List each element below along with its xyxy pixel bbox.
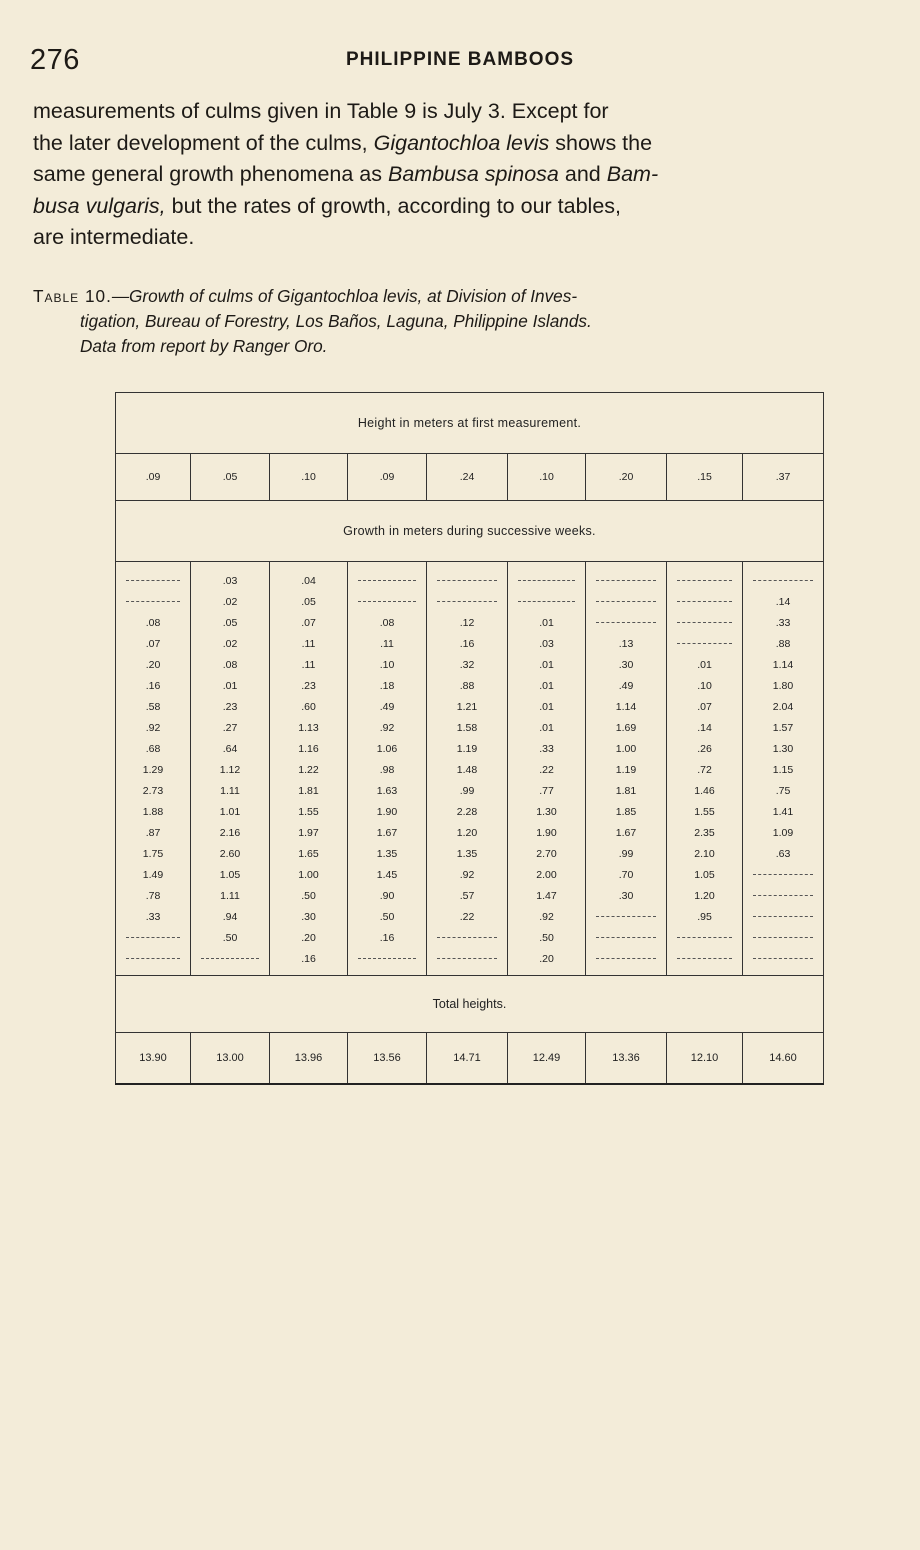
table-cell: .12: [427, 612, 508, 633]
growth-row: [116, 864, 824, 885]
table-cell: 1.48: [427, 759, 508, 780]
empty-cell: [348, 562, 427, 592]
table-cell: 2.70: [508, 843, 586, 864]
table-cell: .15: [667, 454, 743, 501]
book-title: PHILIPPINE BAMBOOS: [345, 49, 575, 70]
table-cell: .75: [743, 780, 824, 801]
table-cell: .08: [191, 654, 270, 675]
table-cell: .57: [427, 885, 508, 906]
table-cell: 2.28: [427, 801, 508, 822]
empty-cell: [348, 591, 427, 612]
empty-cell: [667, 562, 743, 592]
table-cell: 1.11: [191, 885, 270, 906]
table-cell: 1.90: [348, 801, 427, 822]
table-cell: .20: [116, 654, 191, 675]
table-cell: .05: [191, 454, 270, 501]
table-cell: .33: [508, 738, 586, 759]
table-cell: .03: [508, 633, 586, 654]
page-number: 276: [30, 44, 80, 76]
table-cell: 1.67: [586, 822, 667, 843]
table-cell: .30: [270, 906, 348, 927]
table-cell: .10: [508, 454, 586, 501]
table-cell: 1.81: [270, 780, 348, 801]
body-line: [33, 191, 893, 223]
table-cell: .16: [348, 927, 427, 948]
total-heights-header-label: Total heights.: [116, 976, 824, 1033]
initial-height-header-label: Height in meters at first measurement.: [116, 393, 824, 454]
table-cell: 1.47: [508, 885, 586, 906]
table-cell: 2.04: [743, 696, 824, 717]
table-cell: 13.00: [191, 1033, 270, 1085]
body-line: [33, 159, 893, 191]
table-cell: .33: [116, 906, 191, 927]
table-cell: .14: [743, 591, 824, 612]
growth-row: [116, 562, 824, 592]
table-cell: .94: [191, 906, 270, 927]
table-cell: .64: [191, 738, 270, 759]
table-cell: 1.30: [508, 801, 586, 822]
table-cell: 1.75: [116, 843, 191, 864]
initial-height-header: [116, 393, 824, 454]
empty-cell: [508, 562, 586, 592]
growth-row: [116, 780, 824, 801]
empty-cell: [586, 612, 667, 633]
table-cell: .10: [348, 654, 427, 675]
empty-cell: [586, 927, 667, 948]
table-cell: 1.55: [270, 801, 348, 822]
table-cell: .77: [508, 780, 586, 801]
empty-cell: [667, 591, 743, 612]
table-cell: .92: [427, 864, 508, 885]
table-cell: .07: [270, 612, 348, 633]
table-cell: 1.05: [667, 864, 743, 885]
table-cell: 1.29: [116, 759, 191, 780]
table-cell: .78: [116, 885, 191, 906]
table-cell: .16: [116, 675, 191, 696]
table-cell: 1.14: [586, 696, 667, 717]
table-cell: 1.30: [743, 738, 824, 759]
table-cell: 1.97: [270, 822, 348, 843]
table-cell: .18: [348, 675, 427, 696]
table-cell: .07: [667, 696, 743, 717]
empty-cell: [743, 927, 824, 948]
table-cell: 1.06: [348, 738, 427, 759]
table-cell: 1.81: [586, 780, 667, 801]
table-cell: .03: [191, 562, 270, 592]
table-cell: 1.00: [270, 864, 348, 885]
table-label: Table 10.: [33, 286, 112, 306]
table-cell: 1.01: [191, 801, 270, 822]
table-cell: .30: [586, 885, 667, 906]
table-cell: 1.16: [270, 738, 348, 759]
table-cell: 1.45: [348, 864, 427, 885]
empty-cell: [586, 591, 667, 612]
growth-row: [116, 612, 824, 633]
empty-cell: [743, 864, 824, 885]
table-cell: .08: [116, 612, 191, 633]
table-cell: .11: [270, 654, 348, 675]
table-cell: 13.90: [116, 1033, 191, 1085]
table-cell: .22: [427, 906, 508, 927]
table-cell: .27: [191, 717, 270, 738]
table-cell: .60: [270, 696, 348, 717]
table-cell: .68: [116, 738, 191, 759]
table-cell: .99: [586, 843, 667, 864]
table-cell: 1.15: [743, 759, 824, 780]
growth-row: [116, 885, 824, 906]
empty-cell: [667, 927, 743, 948]
table-cell: 1.88: [116, 801, 191, 822]
table-cell: 2.35: [667, 822, 743, 843]
table-cell: .09: [348, 454, 427, 501]
empty-cell: [586, 906, 667, 927]
table-cell: .50: [348, 906, 427, 927]
body-line: [33, 128, 893, 160]
table-caption: [33, 284, 893, 359]
table-cell: 1.55: [667, 801, 743, 822]
body-line: measurements of culms given in Table 9 is July 3. Except for: [33, 99, 609, 123]
empty-cell: [427, 948, 508, 976]
caption-line: [33, 284, 893, 309]
table-cell: 2.60: [191, 843, 270, 864]
table-cell: 1.05: [191, 864, 270, 885]
table-cell: .70: [586, 864, 667, 885]
table-cell: .90: [348, 885, 427, 906]
table-cell: 1.46: [667, 780, 743, 801]
growth-table: [115, 392, 824, 1085]
empty-cell: [667, 633, 743, 654]
table-cell: 1.12: [191, 759, 270, 780]
empty-cell: [667, 612, 743, 633]
table-cell: .01: [508, 675, 586, 696]
growth-row: [116, 654, 824, 675]
table-cell: 1.35: [427, 843, 508, 864]
table-cell: .20: [586, 454, 667, 501]
empty-cell: [743, 906, 824, 927]
growth-row: [116, 948, 824, 976]
table-cell: .01: [508, 717, 586, 738]
table-cell: .01: [191, 675, 270, 696]
table-cell: 2.00: [508, 864, 586, 885]
table-cell: .13: [586, 633, 667, 654]
empty-cell: [427, 927, 508, 948]
table-cell: .01: [508, 696, 586, 717]
empty-cell: [116, 927, 191, 948]
table-cell: .50: [191, 927, 270, 948]
table-cell: .24: [427, 454, 508, 501]
table-cell: .23: [191, 696, 270, 717]
table-cell: .07: [116, 633, 191, 654]
growth-row: [116, 927, 824, 948]
table-cell: .20: [508, 948, 586, 976]
table-cell: .10: [270, 454, 348, 501]
table-cell: .92: [348, 717, 427, 738]
table-cell: 12.49: [508, 1033, 586, 1085]
table-cell: .26: [667, 738, 743, 759]
table-cell: 1.58: [427, 717, 508, 738]
table-cell: .50: [270, 885, 348, 906]
empty-cell: [743, 885, 824, 906]
caption-text: —Growth of culms of Gigantochloa levis, at Division of Inves-: [111, 286, 578, 306]
growth-row: [116, 906, 824, 927]
table-cell: 12.10: [667, 1033, 743, 1085]
body-text-span: shows the: [549, 130, 653, 155]
table-cell: .37: [743, 454, 824, 501]
initial-height-row: [116, 454, 824, 501]
growth-row: [116, 822, 824, 843]
table-cell: .50: [508, 927, 586, 948]
table-cell: 1.41: [743, 801, 824, 822]
table-cell: .72: [667, 759, 743, 780]
table-cell: 1.35: [348, 843, 427, 864]
table-cell: .11: [270, 633, 348, 654]
total-heights-header: [116, 976, 824, 1033]
body-paragraph: [33, 96, 893, 254]
table-cell: .92: [116, 717, 191, 738]
table-body: [116, 393, 824, 1085]
empty-cell: [743, 562, 824, 592]
table-cell: .49: [348, 696, 427, 717]
table-cell: .02: [191, 633, 270, 654]
growth-row: [116, 675, 824, 696]
table-cell: 1.14: [743, 654, 824, 675]
species-name: Gigantochloa levis: [373, 130, 550, 155]
empty-cell: [116, 948, 191, 976]
table-cell: 1.09: [743, 822, 824, 843]
empty-cell: [586, 948, 667, 976]
table-cell: 13.56: [348, 1033, 427, 1085]
table-cell: .95: [667, 906, 743, 927]
species-name: Bambusa spinosa: [387, 162, 559, 186]
species-name: busa vulgaris,: [33, 193, 166, 218]
table-cell: 14.60: [743, 1033, 824, 1085]
table-cell: .16: [270, 948, 348, 976]
caption-line: tigation, Bureau of Forestry, Los Baños, Laguna, Philippine Islands.: [80, 311, 592, 331]
table-cell: 1.20: [667, 885, 743, 906]
table-cell: 1.11: [191, 780, 270, 801]
table-cell: 1.65: [270, 843, 348, 864]
table-cell: .20: [270, 927, 348, 948]
empty-cell: [508, 591, 586, 612]
table-cell: 2.10: [667, 843, 743, 864]
table-cell: .16: [427, 633, 508, 654]
table-cell: 1.00: [586, 738, 667, 759]
table-cell: .09: [116, 454, 191, 501]
running-head: [30, 44, 890, 84]
growth-row: [116, 801, 824, 822]
table-cell: .33: [743, 612, 824, 633]
table-cell: 13.36: [586, 1033, 667, 1085]
table-cell: .02: [191, 591, 270, 612]
body-text-span: the later development of the culms,: [33, 130, 374, 155]
table-cell: 1.13: [270, 717, 348, 738]
table-cell: .23: [270, 675, 348, 696]
growth-row: [116, 738, 824, 759]
table-cell: .01: [667, 654, 743, 675]
empty-cell: [348, 948, 427, 976]
table-cell: 1.19: [427, 738, 508, 759]
table-cell: 1.21: [427, 696, 508, 717]
table-cell: .04: [270, 562, 348, 592]
empty-cell: [427, 591, 508, 612]
table-cell: 1.57: [743, 717, 824, 738]
empty-cell: [191, 948, 270, 976]
table-cell: .11: [348, 633, 427, 654]
table-cell: 1.19: [586, 759, 667, 780]
empty-cell: [586, 562, 667, 592]
table-cell: 1.20: [427, 822, 508, 843]
table-cell: .01: [508, 612, 586, 633]
total-heights-row: [116, 1033, 824, 1085]
table-cell: .98: [348, 759, 427, 780]
table-cell: .05: [270, 591, 348, 612]
table-cell: 1.67: [348, 822, 427, 843]
table-cell: .58: [116, 696, 191, 717]
table-cell: .30: [586, 654, 667, 675]
empty-cell: [743, 948, 824, 976]
growth-row: [116, 717, 824, 738]
body-text-span: but the rates of growth, according to our tables,: [165, 193, 621, 218]
empty-cell: [116, 591, 191, 612]
growth-row: [116, 759, 824, 780]
table-cell: .01: [508, 654, 586, 675]
table-cell: 2.16: [191, 822, 270, 843]
table-cell: .22: [508, 759, 586, 780]
body-text-span: and: [558, 162, 607, 186]
table-cell: .05: [191, 612, 270, 633]
table-cell: 1.90: [508, 822, 586, 843]
table-cell: 14.71: [427, 1033, 508, 1085]
table-cell: .92: [508, 906, 586, 927]
table-cell: 13.96: [270, 1033, 348, 1085]
empty-cell: [667, 948, 743, 976]
table-cell: .49: [586, 675, 667, 696]
table-cell: .10: [667, 675, 743, 696]
table-cell: .08: [348, 612, 427, 633]
table-cell: .99: [427, 780, 508, 801]
growth-row: [116, 591, 824, 612]
species-name: Bam-: [606, 162, 659, 186]
table-cell: 1.85: [586, 801, 667, 822]
table-cell: 2.73: [116, 780, 191, 801]
table-cell: .32: [427, 654, 508, 675]
caption-line: Data from report by Ranger Oro.: [80, 336, 328, 356]
table-cell: 1.63: [348, 780, 427, 801]
table-cell: .63: [743, 843, 824, 864]
empty-cell: [427, 562, 508, 592]
body-text-span: same general growth phenomena as: [33, 162, 388, 186]
growth-header: [116, 501, 824, 562]
table-cell: 1.22: [270, 759, 348, 780]
growth-header-label: Growth in meters during successive weeks.: [116, 501, 824, 562]
growth-row: [116, 843, 824, 864]
table-cell: .87: [116, 822, 191, 843]
growth-row: [116, 633, 824, 654]
growth-row: [116, 696, 824, 717]
table-cell: .14: [667, 717, 743, 738]
table-cell: .88: [743, 633, 824, 654]
empty-cell: [116, 562, 191, 592]
table-cell: 1.80: [743, 675, 824, 696]
table-cell: 1.69: [586, 717, 667, 738]
table-cell: 1.49: [116, 864, 191, 885]
body-line: are intermediate.: [33, 225, 195, 249]
table-cell: .88: [427, 675, 508, 696]
